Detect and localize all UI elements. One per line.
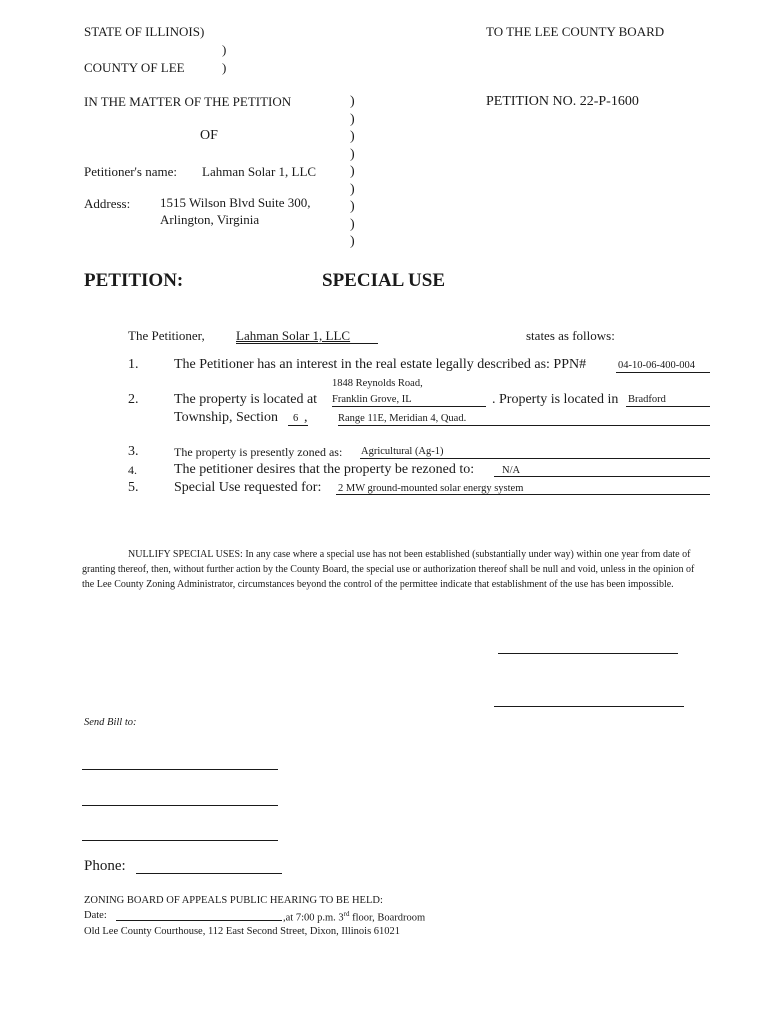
item-number: 1. bbox=[128, 357, 139, 372]
zoning-hearing-line: ZONING BOARD OF APPEALS PUBLIC HEARING TO BE HELD: bbox=[84, 895, 383, 906]
section-underline bbox=[288, 425, 308, 426]
nullify-paragraph bbox=[82, 547, 704, 592]
send-bill-label: Send Bill to: bbox=[84, 717, 137, 728]
item-text-2: . Property is located in bbox=[492, 392, 619, 407]
item-number: 5. bbox=[128, 480, 139, 495]
special-use-heading: SPECIAL USE bbox=[322, 270, 446, 291]
in-matter-label: IN THE MATTER OF THE PETITION bbox=[84, 94, 292, 109]
special-use-value: 2 MW ground-mounted solar energy system bbox=[338, 483, 524, 494]
range-value: Range 11E, Meridian 4, Quad. bbox=[338, 413, 467, 424]
bill-line bbox=[82, 769, 278, 770]
petitioner-name-value: Lahman Solar 1, LLC bbox=[202, 164, 317, 179]
matter-paren: ) bbox=[350, 112, 355, 127]
signature-line bbox=[498, 653, 678, 654]
matter-paren: ) bbox=[350, 234, 355, 249]
matter-paren: ) bbox=[350, 199, 355, 214]
petitioner-name-label: Petitioner's name: bbox=[84, 164, 177, 179]
bill-line bbox=[82, 840, 278, 841]
location-value: Franklin Grove, IL bbox=[332, 394, 412, 405]
county-paren: ) bbox=[222, 60, 227, 75]
bill-line bbox=[82, 805, 278, 806]
county-label: COUNTY OF LEE bbox=[84, 60, 185, 75]
floor-text: floor, Boardroom bbox=[349, 912, 426, 924]
petitioner-underline bbox=[236, 343, 378, 344]
date-label: Date: bbox=[84, 910, 107, 921]
range-underline bbox=[338, 425, 710, 426]
address-line1: 1515 Wilson Blvd Suite 300, bbox=[160, 195, 311, 210]
rezone-value: N/A bbox=[502, 465, 521, 476]
hearing-time-text: ,at 7:00 p.m. 3 bbox=[283, 912, 344, 924]
matter-paren: ) bbox=[350, 164, 355, 179]
ppn-value: 04-10-06-400-004 bbox=[618, 360, 695, 371]
floor-sup: rd bbox=[343, 910, 350, 918]
item-text: The property is located at bbox=[174, 392, 318, 407]
township-section-label: Township, Section bbox=[174, 410, 279, 425]
section-value: 6 bbox=[293, 413, 299, 424]
petition-heading: PETITION: bbox=[84, 270, 184, 291]
phone-label: Phone: bbox=[84, 858, 126, 874]
matter-paren: ) bbox=[350, 94, 355, 109]
petitioner-fill: Lahman Solar 1, LLC bbox=[236, 328, 351, 343]
of-label: OF bbox=[200, 128, 218, 143]
nullify-label: NULLIFY SPECIAL USES: bbox=[128, 549, 243, 560]
hearing-time bbox=[283, 910, 425, 924]
date-line bbox=[116, 920, 282, 921]
address-label: Address: bbox=[84, 196, 131, 211]
nullify-text: In any case where a special use has not been established (substantially under way) within one year from date of granting thereof, then, without further action by the County Board, the special use or authorization thereof shall be null and void, unless in the opinion of the Lee County Zoning Administrator, circumstances beyond the control of the permittee indicate that establishment of the use has been impossible. bbox=[82, 549, 695, 590]
item-text: Special Use requested for: bbox=[174, 480, 322, 495]
matter-paren: ) bbox=[350, 147, 355, 162]
state-paren: ) bbox=[222, 42, 227, 57]
courthouse-address: Old Lee County Courthouse, 112 East Second Street, Dixon, Illinois 61021 bbox=[84, 926, 401, 937]
item-number: 2. bbox=[128, 392, 139, 407]
state-label: STATE OF ILLINOIS) bbox=[84, 24, 205, 39]
township-underline bbox=[626, 406, 710, 407]
zoning-value: Agricultural (Ag-1) bbox=[361, 446, 444, 457]
item-text: The petitioner desires that the property be rezoned to: bbox=[174, 462, 475, 477]
petition-number: PETITION NO. 22-P-1600 bbox=[486, 94, 639, 109]
street-address: 1848 Reynolds Road, bbox=[332, 378, 423, 389]
section-suffix: , bbox=[304, 410, 308, 425]
rezone-underline bbox=[494, 476, 710, 477]
address-line2: Arlington, Virginia bbox=[160, 212, 260, 227]
matter-paren: ) bbox=[350, 129, 355, 144]
matter-paren: ) bbox=[350, 182, 355, 197]
to-board-label: TO THE LEE COUNTY BOARD bbox=[486, 24, 665, 39]
phone-line bbox=[136, 873, 282, 874]
item-text: The Petitioner has an interest in the real estate legally described as: PPN# bbox=[174, 357, 587, 372]
states-as-follows: states as follows: bbox=[526, 328, 615, 343]
special-use-underline bbox=[336, 494, 710, 495]
item-number: 3. bbox=[128, 444, 139, 459]
item-text: The property is presently zoned as: bbox=[174, 445, 343, 459]
matter-paren: ) bbox=[350, 217, 355, 232]
township-value: Bradford bbox=[628, 394, 666, 405]
location-underline bbox=[332, 406, 486, 407]
item-number: 4. bbox=[128, 463, 137, 477]
the-petitioner-label: The Petitioner, bbox=[128, 328, 205, 343]
ppn-underline bbox=[616, 372, 710, 373]
signature-line bbox=[494, 706, 684, 707]
zoning-underline bbox=[360, 458, 710, 459]
